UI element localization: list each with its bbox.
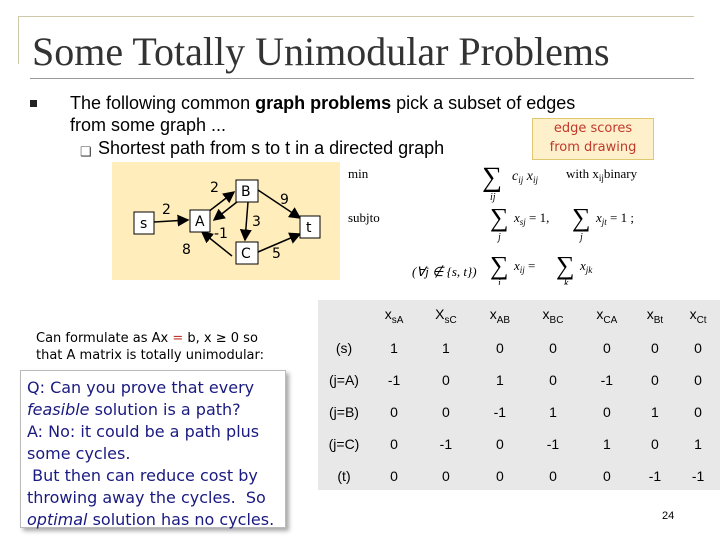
cell: 0 (694, 372, 702, 388)
bullet-suffix: pick a subset of edges (391, 93, 576, 113)
cell: 1 (495, 372, 504, 388)
cell: 0 (651, 340, 659, 356)
table-row (318, 428, 720, 460)
col-header (370, 300, 418, 332)
formula-sum3-sub: j (580, 232, 583, 243)
qa-q1: Q: Can you prove that every (27, 378, 255, 397)
qa-q2-rest: solution is a path? (89, 400, 241, 419)
qa-callout (20, 370, 286, 528)
cell: 0 (390, 404, 398, 420)
col-header-sub: CA (603, 314, 618, 326)
qa-a5 (27, 509, 279, 531)
graph-panel (112, 162, 340, 280)
col-header-sub: AB (496, 314, 511, 326)
formula-with-x: with x (566, 166, 599, 181)
cell: -1 (600, 372, 614, 388)
cell: 1 (549, 404, 557, 420)
sub-bullet-text: Shortest path from s to t in a directed graph (98, 138, 445, 158)
cell: -1 (691, 468, 705, 484)
formula-cij: $c_{ij}$ $x_{ij}$ (512, 169, 538, 185)
formulation-pre: Can formulate as Ax (36, 331, 173, 346)
cell: 0 (651, 372, 659, 388)
table-row (318, 332, 720, 364)
frame-left-line (18, 16, 19, 64)
cell: 1 (651, 404, 659, 420)
node-A: A (195, 214, 205, 230)
cell: 0 (390, 468, 398, 484)
row-label: (j=B) (329, 404, 359, 420)
ilp-formula (340, 160, 688, 285)
formula-min: min (348, 166, 369, 181)
table-row (318, 364, 720, 396)
cell: 0 (602, 340, 611, 356)
cell: 0 (495, 340, 504, 356)
weight-BA: -1 (214, 226, 228, 242)
node-t: t (306, 220, 312, 236)
formula-sum4: ∑ (490, 251, 509, 280)
formula-sum2: ∑ (490, 203, 509, 232)
graph-diagram (112, 162, 340, 280)
col-header (676, 300, 720, 332)
cell: 0 (495, 468, 504, 484)
col-header-var: x (384, 306, 392, 323)
cell: 0 (549, 468, 557, 484)
cell: 1 (602, 436, 611, 452)
row-label: (s) (335, 340, 353, 356)
formula-line2: $x_{sj} = 1$, (514, 210, 550, 227)
formula-line2b: $x_{jt} = 1$ ; (596, 210, 634, 227)
weight-sA: 2 (162, 202, 171, 218)
node-B: B (241, 184, 251, 200)
formula-with: with $x_{ij}binary$ (566, 166, 638, 183)
bullet-line2: from some graph ... (70, 115, 227, 135)
qa-a4: throwing away the cycles. So (27, 488, 266, 507)
page-number: 24 (662, 510, 675, 522)
formula-sum3: ∑ (572, 203, 591, 232)
cell: 0 (441, 468, 450, 484)
cell: -1 (387, 372, 401, 388)
formulation-eq: = (172, 331, 184, 346)
cell: 1 (441, 340, 450, 356)
node-s: s (140, 216, 148, 232)
col-header (634, 300, 676, 332)
constraint-matrix (318, 300, 720, 492)
col-header-var: x (542, 306, 550, 323)
slide-title: Some Totally Unimodular Problems (32, 29, 610, 74)
col-header-var: x (689, 306, 697, 323)
cell: -1 (546, 436, 560, 452)
cell: 0 (694, 404, 702, 420)
note-line2: from drawing (549, 140, 637, 155)
bullet-square-icon (30, 100, 37, 107)
cell: 1 (694, 436, 702, 452)
title-rule (30, 78, 694, 79)
cell: 0 (441, 404, 450, 420)
cell: -1 (648, 468, 662, 484)
formula-line3b: $x_{jk}$ (580, 258, 593, 275)
edge-scores-note (532, 118, 654, 160)
formula-line3a: $x_{ij}$ = (514, 258, 536, 275)
cell: 0 (441, 372, 450, 388)
node-C: C (241, 246, 251, 262)
matrix-header-row (318, 300, 720, 332)
col-header-sub: Ct (696, 314, 707, 326)
row-label: (j=C) (328, 436, 360, 452)
weight-CA: 8 (182, 242, 191, 258)
formula-sum2-sub: j (498, 232, 501, 243)
formula-sum5: ∑ (556, 251, 575, 280)
edge-BC (245, 202, 248, 240)
weight-AB: 2 (210, 180, 219, 196)
formulation-line2: that A matrix is totally unimodular: (36, 348, 265, 363)
col-header-var: x (489, 306, 497, 323)
row-label: (t) (337, 468, 351, 484)
formulation-post: b, x ≥ 0 so (183, 331, 258, 346)
weight-BC: 3 (252, 214, 261, 230)
cell: 1 (390, 340, 398, 356)
cell: 0 (390, 436, 398, 452)
qa-a5-italic: optimal (27, 510, 88, 529)
col-header-sub: Bt (653, 314, 664, 326)
cell: 0 (651, 436, 659, 452)
qa-a1: A: No: it could be a path plus (27, 422, 260, 441)
weight-Ct: 5 (272, 246, 281, 262)
qa-a3: But then can reduce cost by (27, 466, 258, 485)
col-header (418, 300, 474, 332)
formula-forall: (∀j ∉ {s, t}) (412, 264, 477, 279)
note-line1: edge scores (553, 121, 633, 136)
col-header-var: x (646, 306, 654, 323)
col-header-var: X (435, 306, 445, 323)
cell: 0 (495, 436, 504, 452)
frame-top-line (18, 16, 694, 17)
cell: -1 (493, 404, 507, 420)
formula-sum5-sub: k (564, 278, 569, 285)
cell: 0 (694, 340, 702, 356)
formula-subjto: subjto (348, 210, 380, 225)
cell: -1 (439, 436, 453, 452)
edge-sA (154, 220, 188, 222)
cell: 0 (549, 372, 557, 388)
qa-a2: some cycles. (27, 444, 131, 463)
cell: 0 (549, 340, 557, 356)
bullet-bold: graph problems (255, 93, 392, 113)
formulation-statement (36, 330, 306, 364)
col-header-sub: BC (549, 314, 564, 326)
col-header-sub: sA (391, 314, 404, 326)
sub-bullet-icon: ❑ (80, 144, 92, 159)
qa-a5-rest: solution has no cycles. (87, 510, 275, 529)
cell: 0 (602, 468, 611, 484)
col-header (526, 300, 580, 332)
table-row (318, 396, 720, 428)
qa-q2 (27, 399, 279, 421)
qa-q2-italic: feasible (27, 400, 90, 419)
weight-Bt: 9 (280, 192, 289, 208)
formula-sum4-sub: i (498, 278, 501, 285)
col-header-var: x (596, 306, 604, 323)
col-header-sub: sC (444, 314, 457, 326)
formula-binary: binary (603, 166, 638, 181)
col-header (580, 300, 634, 332)
formula-sum1-sigma: ∑ (482, 162, 502, 193)
bullet-prefix: The following common (70, 93, 256, 113)
edge-Bt (258, 190, 300, 218)
matrix-corner (318, 300, 370, 332)
formula-sum1-sub: ij (490, 192, 496, 203)
col-header (474, 300, 526, 332)
table-row (318, 460, 720, 492)
cell: 0 (602, 404, 611, 420)
row-label: (j=A) (329, 372, 359, 388)
formula-svg (340, 160, 688, 285)
